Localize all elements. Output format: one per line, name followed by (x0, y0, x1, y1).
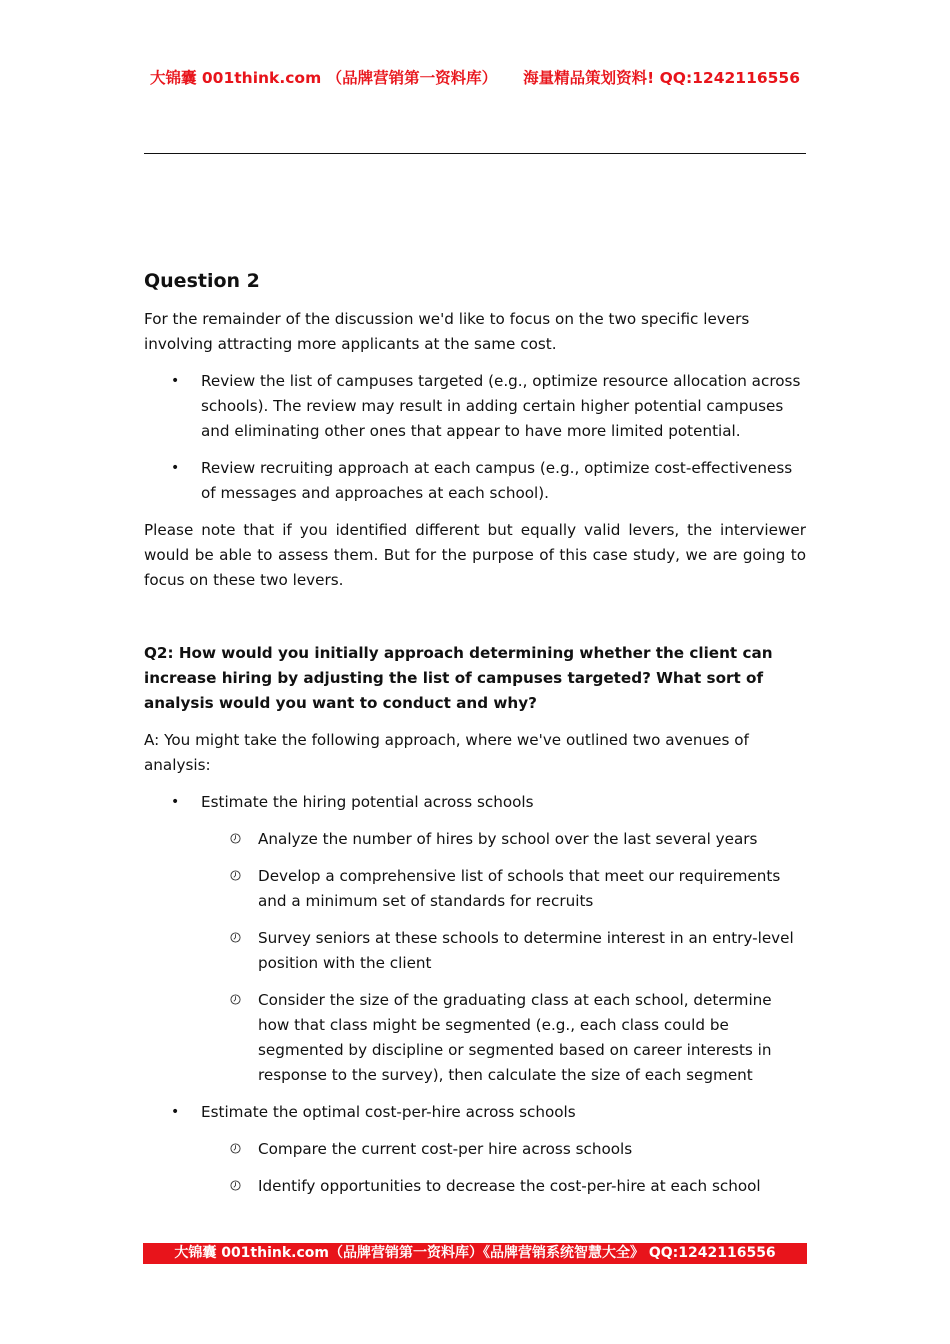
footer-banner: 大锦囊 001think.com（品牌营销第一资料库）《品牌营销系统智慧大全》 QQ:1242116556 (143, 1243, 807, 1264)
sub-list-item (201, 827, 806, 852)
clock-icon (230, 994, 241, 1005)
header-divider (144, 153, 806, 154)
sub-list-item (201, 988, 806, 1088)
document-body (144, 266, 806, 1211)
header-banner-right: 海量精品策划资料! QQ:1242116556 (523, 69, 800, 87)
bullet-icon: • (171, 1104, 180, 1120)
sub-list-item (201, 1174, 806, 1199)
question-heading: Q2: How would you initially approach determining whether the client can increase hiring by adjusting the list of campuses targeted? What sort of analysis would you want to conduct and why? (144, 644, 773, 712)
intro-paragraph: For the remainder of the discussion we'd like to focus on the two specific levers involving attracting more applicants at the same cost. (144, 310, 750, 353)
sub-list-item (201, 864, 806, 914)
step-text: Analyze the number of hires by school over the last several years (258, 830, 758, 848)
avenue-label: Estimate the hiring potential across schools (201, 793, 534, 811)
bullet-icon: • (171, 373, 180, 389)
header-banner (0, 66, 950, 88)
section-title: Question 2 (144, 270, 260, 292)
step-text: Survey seniors at these schools to determine interest in an entry-level position with the client (258, 929, 794, 972)
clock-icon (230, 833, 241, 844)
clock-icon (230, 1143, 241, 1154)
sub-list-item (201, 926, 806, 976)
avenue-label: Estimate the optimal cost-per-hire across schools (201, 1103, 576, 1121)
lever-text: Review recruiting approach at each campus (e.g., optimize cost-effectiveness of messages and approaches at each school). (201, 459, 793, 502)
step-text: Develop a comprehensive list of schools that meet our requirements and a minimum set of standards for recruits (258, 867, 781, 910)
sub-list-item (201, 1137, 806, 1162)
lever-text: Review the list of campuses targeted (e.g., optimize resource allocation across schools). The review may result in adding certain higher potential campuses and eliminating other ones that appear to have more limited potential. (201, 372, 801, 440)
clock-icon (230, 932, 241, 943)
header-banner-left: 大锦囊 001think.com （品牌营销第一资料库） (150, 69, 498, 87)
list-item (144, 1100, 806, 1199)
sub-list (201, 827, 806, 1088)
clock-icon (230, 870, 241, 881)
step-text: Identify opportunities to decrease the cost-per-hire at each school (258, 1177, 761, 1195)
answer-intro: A: You might take the following approach, where we've outlined two avenues of analysis: (144, 731, 749, 774)
list-item (144, 790, 806, 1088)
step-text: Compare the current cost-per hire across schools (258, 1140, 633, 1158)
sub-list (201, 1137, 806, 1199)
list-item (144, 369, 806, 444)
levers-list (144, 369, 806, 506)
step-text: Consider the size of the graduating class at each school, determine how that class might be segmented (e.g., each class could be segmented by discipline or segmented based on career interests in response to the survey), then calculate the size of each segment (258, 991, 772, 1084)
note-paragraph: Please note that if you identified different but equally valid levers, the interviewer would be able to assess them. But for the purpose of this case study, we are going to focus on these two levers. (144, 521, 806, 589)
bullet-icon: • (171, 794, 180, 810)
clock-icon (230, 1180, 241, 1191)
avenues-list (144, 790, 806, 1199)
bullet-icon: • (171, 460, 180, 476)
list-item (144, 456, 806, 506)
